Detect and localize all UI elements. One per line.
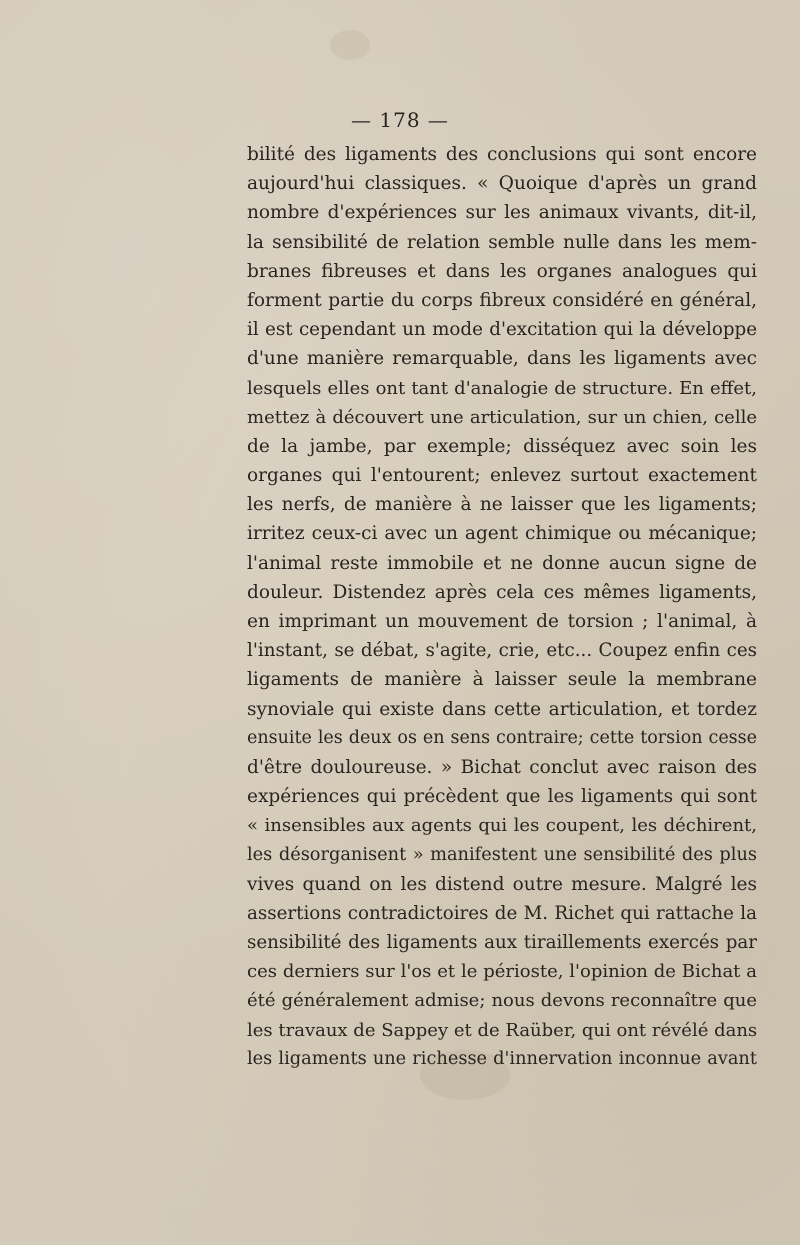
text-line: organes qui l'entourent; enlevez surtout exactement bbox=[247, 465, 757, 487]
text-line: les travaux de Sappey et de Raüber, qui ont révélé dans bbox=[247, 1019, 757, 1041]
text-line: vives quand on les distend outre mesure. Malgré les bbox=[247, 873, 757, 895]
text-line: forment partie du corps fibreux considéré en général, bbox=[247, 289, 757, 311]
text-line: l'instant, se débat, s'agite, crie, etc... Coupez enfin ces bbox=[247, 640, 757, 662]
text-line: de la jambe, par exemple; disséquez avec soin les bbox=[247, 435, 757, 457]
text-line: synoviale qui existe dans cette articulation, et tordez bbox=[247, 698, 757, 720]
text-line: nombre d'expériences sur les animaux vivants, dit-il, bbox=[247, 202, 757, 224]
text-line: bilité des ligaments des conclusions qui sont encore bbox=[247, 144, 757, 165]
text-line: lesquels elles ont tant d'analogie de structure. En effet, bbox=[247, 377, 757, 399]
text-line: « insensibles aux agents qui les coupent, les déchirent, bbox=[247, 815, 757, 837]
page-number: — 178 — bbox=[351, 108, 449, 132]
paper-stain bbox=[330, 30, 370, 60]
text-line: assertions contradictoires de M. Richet qui rattache la bbox=[247, 902, 757, 924]
text-line: mettez à découvert une articulation, sur un chien, celle bbox=[247, 406, 757, 428]
text-line: branes fibreuses et dans les organes analogues qui bbox=[247, 260, 757, 282]
text-line: l'animal reste immobile et ne donne aucun signe de bbox=[247, 552, 757, 574]
text-line: ensuite les deux os en sens contraire; cette torsion cesse bbox=[247, 727, 757, 748]
text-line: d'une manière remarquable, dans les ligaments avec bbox=[247, 348, 757, 370]
text-line: il est cependant un mode d'excitation qui la développe bbox=[247, 319, 757, 341]
text-line: d'être douloureuse. » Bichat conclut avec raison des bbox=[247, 756, 757, 778]
text-line: irritez ceux-ci avec un agent chimique ou mécanique; bbox=[247, 523, 757, 545]
text-line: expériences qui précèdent que les ligaments qui sont bbox=[247, 786, 757, 808]
text-line: été généralement admise; nous devons reconnaître que bbox=[247, 990, 757, 1012]
text-line: ligaments de manière à laisser seule la membrane bbox=[247, 669, 757, 691]
text-line: sensibilité des ligaments aux tiraillements exercés par bbox=[247, 932, 757, 954]
body-text bbox=[247, 140, 757, 1074]
text-line: les ligaments une richesse d'innervation inconnue avant bbox=[247, 1048, 757, 1069]
text-line: les désorganisent » manifestent une sensibilité des plus bbox=[247, 844, 757, 865]
text-line: en imprimant un mouvement de torsion ; l'animal, à bbox=[247, 611, 757, 632]
text-line: la sensibilité de relation semble nulle dans les mem- bbox=[247, 231, 757, 253]
text-line: les nerfs, de manière à ne laisser que les ligaments; bbox=[247, 494, 757, 516]
text-line: douleur. Distendez après cela ces mêmes ligaments, bbox=[247, 581, 757, 603]
text-line: aujourd'hui classiques. « Quoique d'après un grand bbox=[247, 173, 757, 195]
text-line: ces derniers sur l'os et le périoste, l'opinion de Bichat a bbox=[247, 961, 757, 983]
